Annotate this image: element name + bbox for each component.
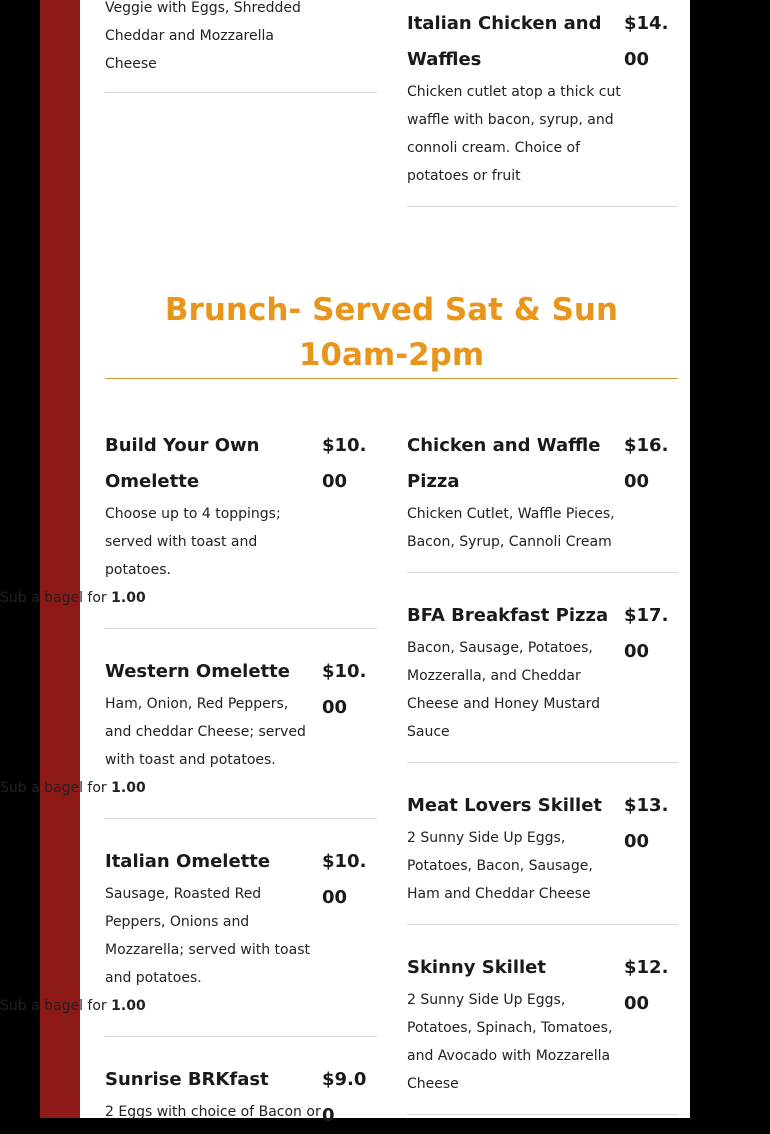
menu-item-price: $13.00 <box>624 795 669 852</box>
menu-item-divider <box>407 762 678 763</box>
bagel-substitution-price: 1.00 <box>111 590 146 606</box>
bagel-substitution-price: 1.00 <box>111 998 146 1014</box>
bagel-substitution <box>0 774 250 802</box>
menu-item-price: $14.00 <box>624 13 669 70</box>
menu-item-description: Ham, Onion, Red Peppers, and cheddar Cheese; served with toast and potatoes. <box>105 696 306 768</box>
menu-item-price: $10.00 <box>322 851 367 908</box>
menu-item-description: Chicken cutlet atop a thick cut waffle with bacon, syrup, and connoli cream. Choice of potatoes or fruit <box>407 84 621 184</box>
menu-item-description: Chicken Cutlet, Waffle Pieces, Bacon, Syrup, Cannoli Cream <box>407 506 615 550</box>
menu-item-title: Skinny Skillet <box>407 957 546 978</box>
menu-item-price: $17.00 <box>624 605 669 662</box>
menu-item-divider <box>407 206 678 207</box>
bagel-substitution-label: Sub a bagel for <box>0 998 107 1014</box>
menu-item-description: 2 Sunny Side Up Eggs, Potatoes, Spinach, Tomatoes, and Avocado with Mozzarella Cheese <box>407 992 613 1092</box>
menu-item-description: Choose up to 4 toppings; served with toast and potatoes. <box>105 506 281 578</box>
menu-item-description: Sausage, Roasted Red Peppers, Onions and Mozzarella; served with toast and potatoes. <box>105 886 310 986</box>
menu-item-price: $12.00 <box>624 957 669 1014</box>
menu-item-title: BFA Breakfast Pizza <box>407 605 609 626</box>
bagel-substitution-label: Sub a bagel for <box>0 780 107 796</box>
section-title: Brunch- Served Sat & Sun 10am-2pm <box>164 292 619 373</box>
menu-item-price: $10.00 <box>322 435 367 492</box>
bagel-substitution-label: Sub a bagel for <box>0 590 107 606</box>
menu-item-divider <box>105 1036 377 1037</box>
menu-item-title: Western Omelette <box>105 661 290 682</box>
menu-item-title: Sunrise BRKfast <box>105 1069 269 1090</box>
menu-item-divider <box>407 572 678 573</box>
menu-item-divider <box>105 92 377 93</box>
menu-item-title: Meat Lovers Skillet <box>407 795 603 816</box>
menu-item-title: Italian Omelette <box>105 851 271 872</box>
menu-item-price: $9.00 <box>322 1069 367 1126</box>
bagel-substitution <box>0 992 250 1020</box>
menu-item-title: Italian Chicken and Waffles <box>407 13 602 70</box>
menu-item-description: 2 Sunny Side Up Eggs, Potatoes, Bacon, Sausage, Ham and Cheddar Cheese <box>407 830 593 902</box>
menu-item-divider <box>407 924 678 925</box>
bagel-substitution-price: 1.00 <box>111 780 146 796</box>
menu-item-description: Bacon, Sausage, Potatoes, Mozzeralla, and Cheddar Cheese and Honey Mustard Sauce <box>407 640 601 740</box>
menu-item-divider <box>105 628 377 629</box>
menu-item-description: Veggie with Eggs, Shredded Cheddar and Mozzarella Cheese <box>105 0 301 72</box>
bagel-substitution <box>0 584 250 612</box>
menu-item-divider <box>407 1114 678 1115</box>
menu-item-title: Chicken and Waffle Pizza <box>407 435 601 492</box>
menu-item-title: Build Your Own Omelette <box>105 435 260 492</box>
menu-item-divider <box>105 818 377 819</box>
menu-item-price: $10.00 <box>322 661 367 718</box>
menu-item-description: 2 Eggs with choice of Bacon or <box>105 1104 321 1120</box>
menu-item-price: $16.00 <box>624 435 669 492</box>
section-title-rule <box>105 378 678 379</box>
